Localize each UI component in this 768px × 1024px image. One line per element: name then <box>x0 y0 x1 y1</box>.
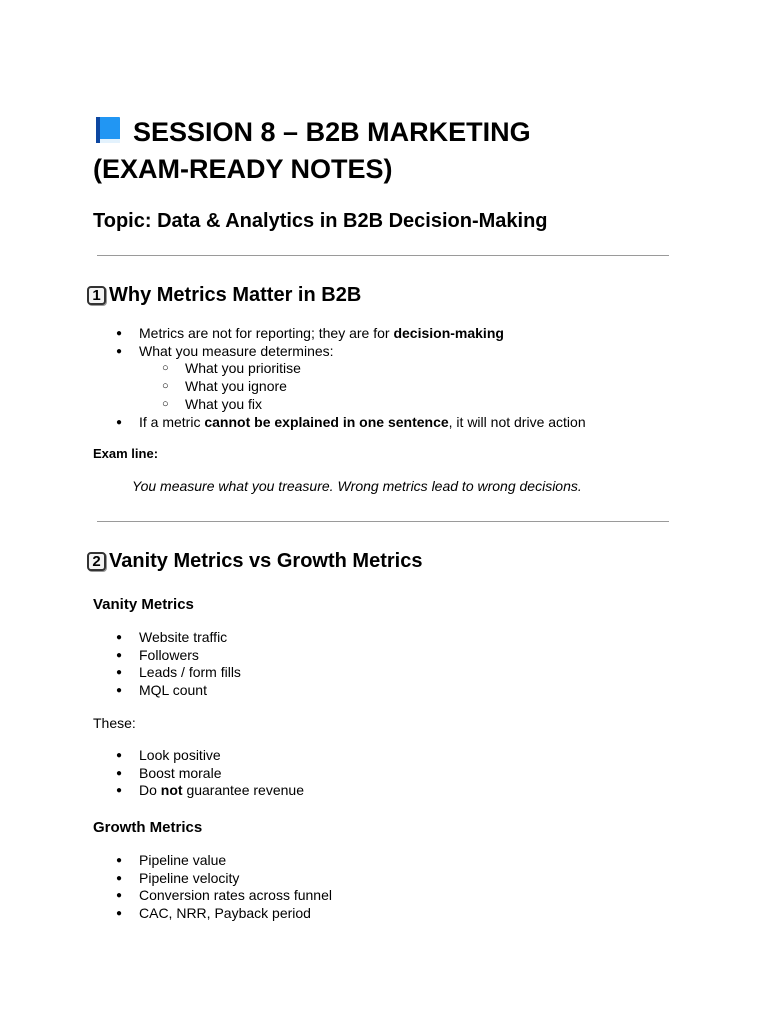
blue-book-icon <box>93 115 123 145</box>
list-item: ● Do not guarantee revenue <box>116 782 304 800</box>
vanity-metrics-heading: Vanity Metrics <box>93 596 194 613</box>
sub-list-item: ○ What you fix <box>162 396 586 414</box>
these-list <box>116 747 304 800</box>
title-line-1: SESSION 8 – B2B MARKETING <box>133 117 531 147</box>
sub-list <box>139 360 586 413</box>
list-item: ● Boost morale <box>116 765 304 783</box>
topic-heading: Topic: Data & Analytics in B2B Decision-Making <box>93 210 548 232</box>
divider <box>97 255 669 256</box>
section-1-title: Why Metrics Matter in B2B <box>109 284 362 306</box>
keycap-number-icon: 1 <box>87 286 106 305</box>
exam-quote: You measure what you treasure. Wrong metrics lead to wrong decisions. <box>132 478 582 494</box>
title-line-2: (EXAM-READY NOTES) <box>93 154 393 184</box>
page-title <box>93 114 713 188</box>
these-label: These: <box>93 715 136 731</box>
list-item: ● Website traffic <box>116 629 241 647</box>
list-item: ● CAC, NRR, Payback period <box>116 905 332 923</box>
growth-metrics-heading: Growth Metrics <box>93 819 203 836</box>
sub-list-item: ○ What you ignore <box>162 378 586 396</box>
growth-metrics-list <box>116 852 332 923</box>
keycap-number-icon: 2 <box>87 552 106 571</box>
section-1-list <box>116 325 586 431</box>
list-item: ● Followers <box>116 647 241 665</box>
list-item: ● Leads / form fills <box>116 664 241 682</box>
list-item: ● Pipeline velocity <box>116 870 332 888</box>
list-item: ● What you measure determines: ○ What you prioritise ○ What you ignore ○ What you fix <box>116 343 586 414</box>
sub-list-item: ○ What you prioritise <box>162 360 586 378</box>
list-item: ● MQL count <box>116 682 241 700</box>
list-item: ● Pipeline value <box>116 852 332 870</box>
section-2-title: Vanity Metrics vs Growth Metrics <box>109 550 423 572</box>
list-item: ● Metrics are not for reporting; they are for decision-making <box>116 325 586 343</box>
list-item: ● Conversion rates across funnel <box>116 887 332 905</box>
section-1-heading <box>87 284 361 307</box>
vanity-metrics-list <box>116 629 241 700</box>
list-item: ● If a metric cannot be explained in one sentence, it will not drive action <box>116 414 586 432</box>
list-item: ● Look positive <box>116 747 304 765</box>
section-2-heading <box>87 550 422 573</box>
divider <box>97 521 669 522</box>
exam-line-label: Exam line: <box>93 446 159 461</box>
